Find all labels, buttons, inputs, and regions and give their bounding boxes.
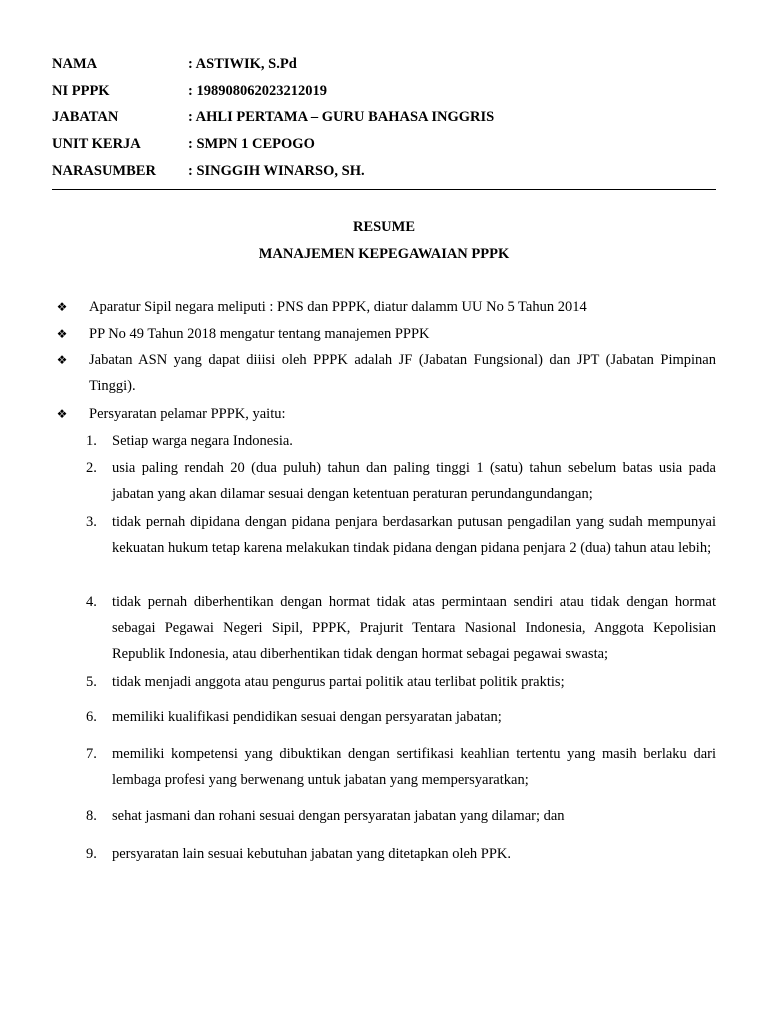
identity-label: NARASUMBER [52, 163, 156, 179]
requirement-number: 1. [86, 433, 97, 449]
document-subtitle: MANAJEMEN KEPEGAWAIAN PPPK [258, 246, 510, 262]
identity-label: NAMA [52, 56, 98, 72]
requirement-text: Setiap warga negara Indonesia. [112, 433, 293, 449]
requirement-text: usia paling rendah 20 (dua puluh) tahun dan paling tinggi 1 (satu) tahun sebelum batas usia pada jabatan yang akan dilamar sesuai dengan ketentuan peraturan perundangundangan; [112, 460, 716, 502]
diamond-bullet-icon: ❖ [56, 327, 68, 341]
requirement-number: 9. [86, 846, 97, 862]
identity-label: NI PPPK [52, 83, 110, 99]
identity-value: : SINGGIH WINARSO, SH. [188, 163, 365, 179]
diamond-bullet-icon: ❖ [56, 300, 68, 314]
requirement-number: 4. [86, 594, 97, 610]
requirement-text: tidak pernah diberhentikan dengan hormat tidak atas permintaan sendiri atau tidak dengan hormat sebagai Pegawai Negeri Sipil, PPPK, Prajurit Tentara Nasional Indonesia, Anggota Kepolisian Republik Indonesia, atau diberhentikan tidak dengan hormat sebagai pegawai swasta; [112, 594, 716, 662]
requirement-text: memiliki kualifikasi pendidikan sesuai dengan persyaratan jabatan; [112, 709, 502, 725]
requirement-number: 3. [86, 514, 97, 530]
identity-value: : AHLI PERTAMA – GURU BAHASA INGGRIS [188, 109, 495, 125]
requirement-text: persyaratan lain sesuai kebutuhan jabatan yang ditetapkan oleh PPK. [112, 846, 512, 862]
bullet-text: Jabatan ASN yang dapat diiisi oleh PPPK adalah JF (Jabatan Fungsional) dan JPT (Jabatan Pimpinan Tinggi). [89, 352, 716, 394]
requirement-number: 5. [86, 674, 97, 690]
requirement-text: tidak menjadi anggota atau pengurus partai politik atau terlibat politik praktis; [112, 674, 565, 690]
identity-value: : 198908062023212019 [188, 83, 327, 99]
bullet-text: Aparatur Sipil negara meliputi : PNS dan PPPK, diatur dalamm UU No 5 Tahun 2014 [89, 299, 587, 315]
diamond-bullet-icon: ❖ [56, 353, 68, 367]
document-title: RESUME [352, 219, 416, 235]
requirement-number: 8. [86, 808, 97, 824]
requirement-text: memiliki kompetensi yang dibuktikan dengan sertifikasi keahlian tertentu yang masih berlaku dari lembaga profesi yang berwenang untuk jabatan yang mempersyaratkan; [112, 746, 716, 788]
requirement-text: sehat jasmani dan rohani sesuai dengan persyaratan jabatan yang dilamar; dan [112, 808, 565, 824]
identity-label: JABATAN [52, 109, 119, 125]
requirement-number: 2. [86, 460, 97, 476]
bullet-text: Persyaratan pelamar PPPK, yaitu: [89, 406, 286, 422]
identity-value: : SMPN 1 CEPOGO [188, 136, 315, 152]
identity-label: UNIT KERJA [52, 136, 141, 152]
identity-value: : ASTIWIK, S.Pd [188, 56, 297, 72]
requirement-text: tidak pernah dipidana dengan pidana penjara berdasarkan putusan pengadilan yang sudah mempunyai kekuatan hukum tetap karena melakukan tindak pidana dengan pidana penjara 2 (dua) tahun atau lebih; [112, 514, 716, 556]
requirement-number: 6. [86, 709, 97, 725]
bullet-item [52, 347, 716, 399]
bullet-text: PP No 49 Tahun 2018 mengatur tentang manajemen PPPK [89, 326, 430, 342]
header-divider [52, 189, 716, 190]
diamond-bullet-icon: ❖ [56, 407, 68, 421]
requirement-number: 7. [86, 746, 97, 762]
